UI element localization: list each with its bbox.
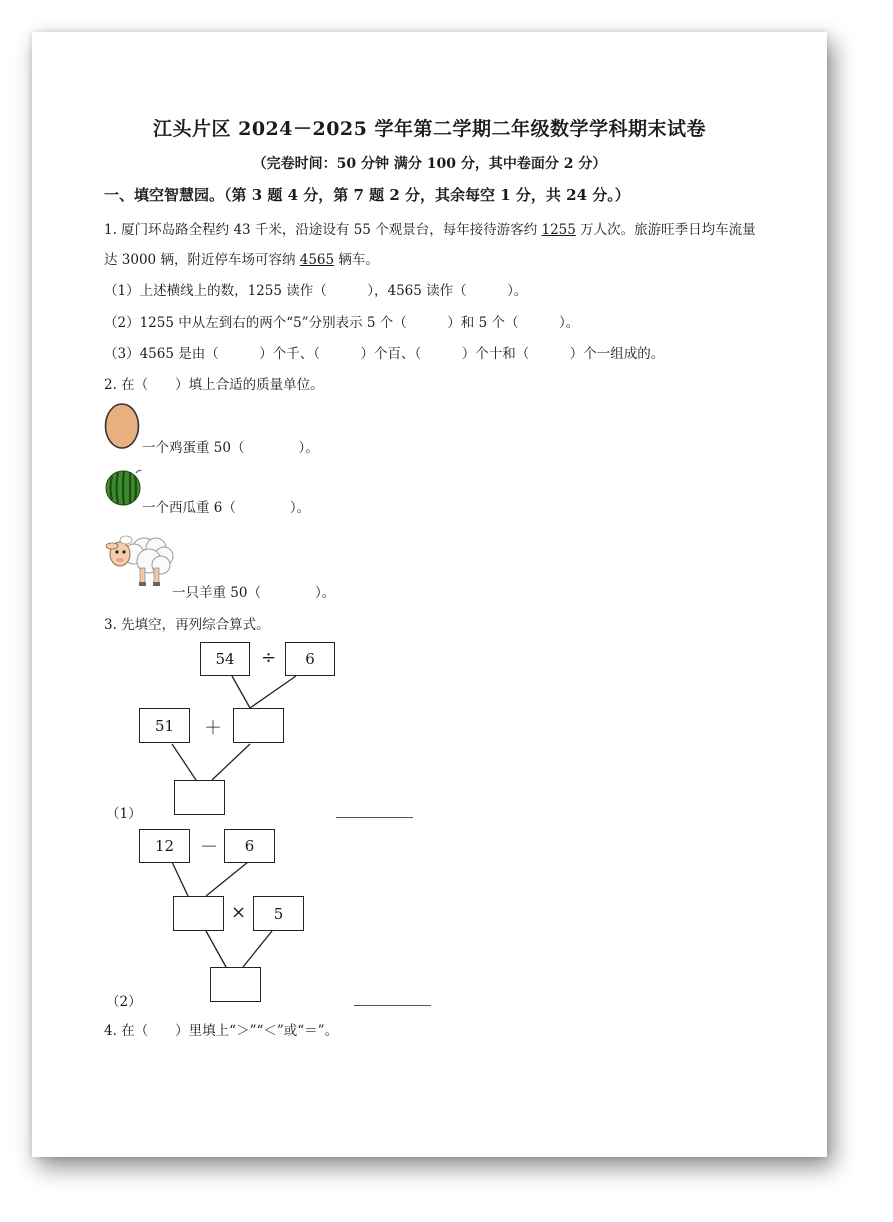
section-heading: 一、填空智慧园。（第 3 题 4 分，第 7 题 2 分，其余每空 1 分，共 24 分。）	[104, 186, 630, 204]
q2-stem: 2. 在（ ）填上合适的质量单位。	[104, 377, 324, 393]
q2-sheep-text: 一只羊重 50（ ）。	[172, 585, 336, 601]
p2-label: （2）	[106, 994, 142, 1010]
q1-sub1: （1）上述横线上的数，1255 读作（ ），4565 读作（ ）。	[104, 283, 528, 299]
p1-label: （1）	[106, 806, 142, 822]
q1-text: 万人次。旅游旺季日均车流量	[575, 222, 756, 238]
q1-text: 达 3000 辆，附近停车场可容纳	[104, 252, 300, 268]
tree-connector-lines	[32, 32, 827, 1157]
p2-equation-answer-line[interactable]	[354, 1005, 431, 1006]
p2-mid-answer-box[interactable]	[173, 896, 224, 931]
q1-text: 1. 厦门环岛路全程约 43 千米，沿途设有 55 个观景台，每年接待游客约	[104, 222, 542, 238]
exam-subtitle: （完卷时间：50 分钟 满分 100 分，其中卷面分 2 分）	[252, 156, 607, 172]
q2-egg-text: 一个鸡蛋重 50（ ）。	[142, 440, 319, 456]
p2-mid-operator: ×	[231, 902, 247, 923]
p1-top-operator: ÷	[261, 647, 277, 668]
p1-mid-operator: ＋	[204, 718, 222, 739]
p1-top-left-box: 54	[200, 642, 250, 676]
p1-equation-answer-line[interactable]	[336, 817, 413, 818]
p2-top-left-box: 12	[139, 829, 190, 863]
q3-stem: 3. 先填空，再列综合算式。	[104, 617, 270, 633]
p2-bottom-answer-box[interactable]	[210, 967, 261, 1002]
exam-title: 江头片区 2024－2025 学年第二学期二年级数学学科期末试卷	[153, 118, 706, 140]
q1-text: 辆车。	[334, 252, 379, 268]
exam-page	[32, 32, 827, 1157]
q4-stem: 4. 在（ ）里填上“＞”“＜”或“＝”。	[104, 1023, 339, 1039]
q2-melon-text: 一个西瓜重 6（ ）。	[142, 500, 311, 516]
p2-top-operator: －	[200, 837, 218, 858]
q1-sub2: （2）1255 中从左到右的两个“5”分别表示 5 个（ ）和 5 个（ ）。	[104, 315, 580, 331]
p1-top-right-box: 6	[285, 642, 335, 676]
q1-underlined-number: 1255	[541, 222, 576, 238]
p2-top-right-box: 6	[224, 829, 275, 863]
q1-underlined-number: 4565	[299, 252, 335, 268]
p1-bottom-answer-box[interactable]	[174, 780, 225, 815]
p1-mid-left-box: 51	[139, 708, 190, 743]
p1-mid-answer-box[interactable]	[233, 708, 284, 743]
q1-sub3: （3）4565 是由（ ）个千、（ ）个百、（ ）个十和（ ）个一组成的。	[104, 346, 665, 362]
p2-mid-right-box: 5	[253, 896, 304, 931]
